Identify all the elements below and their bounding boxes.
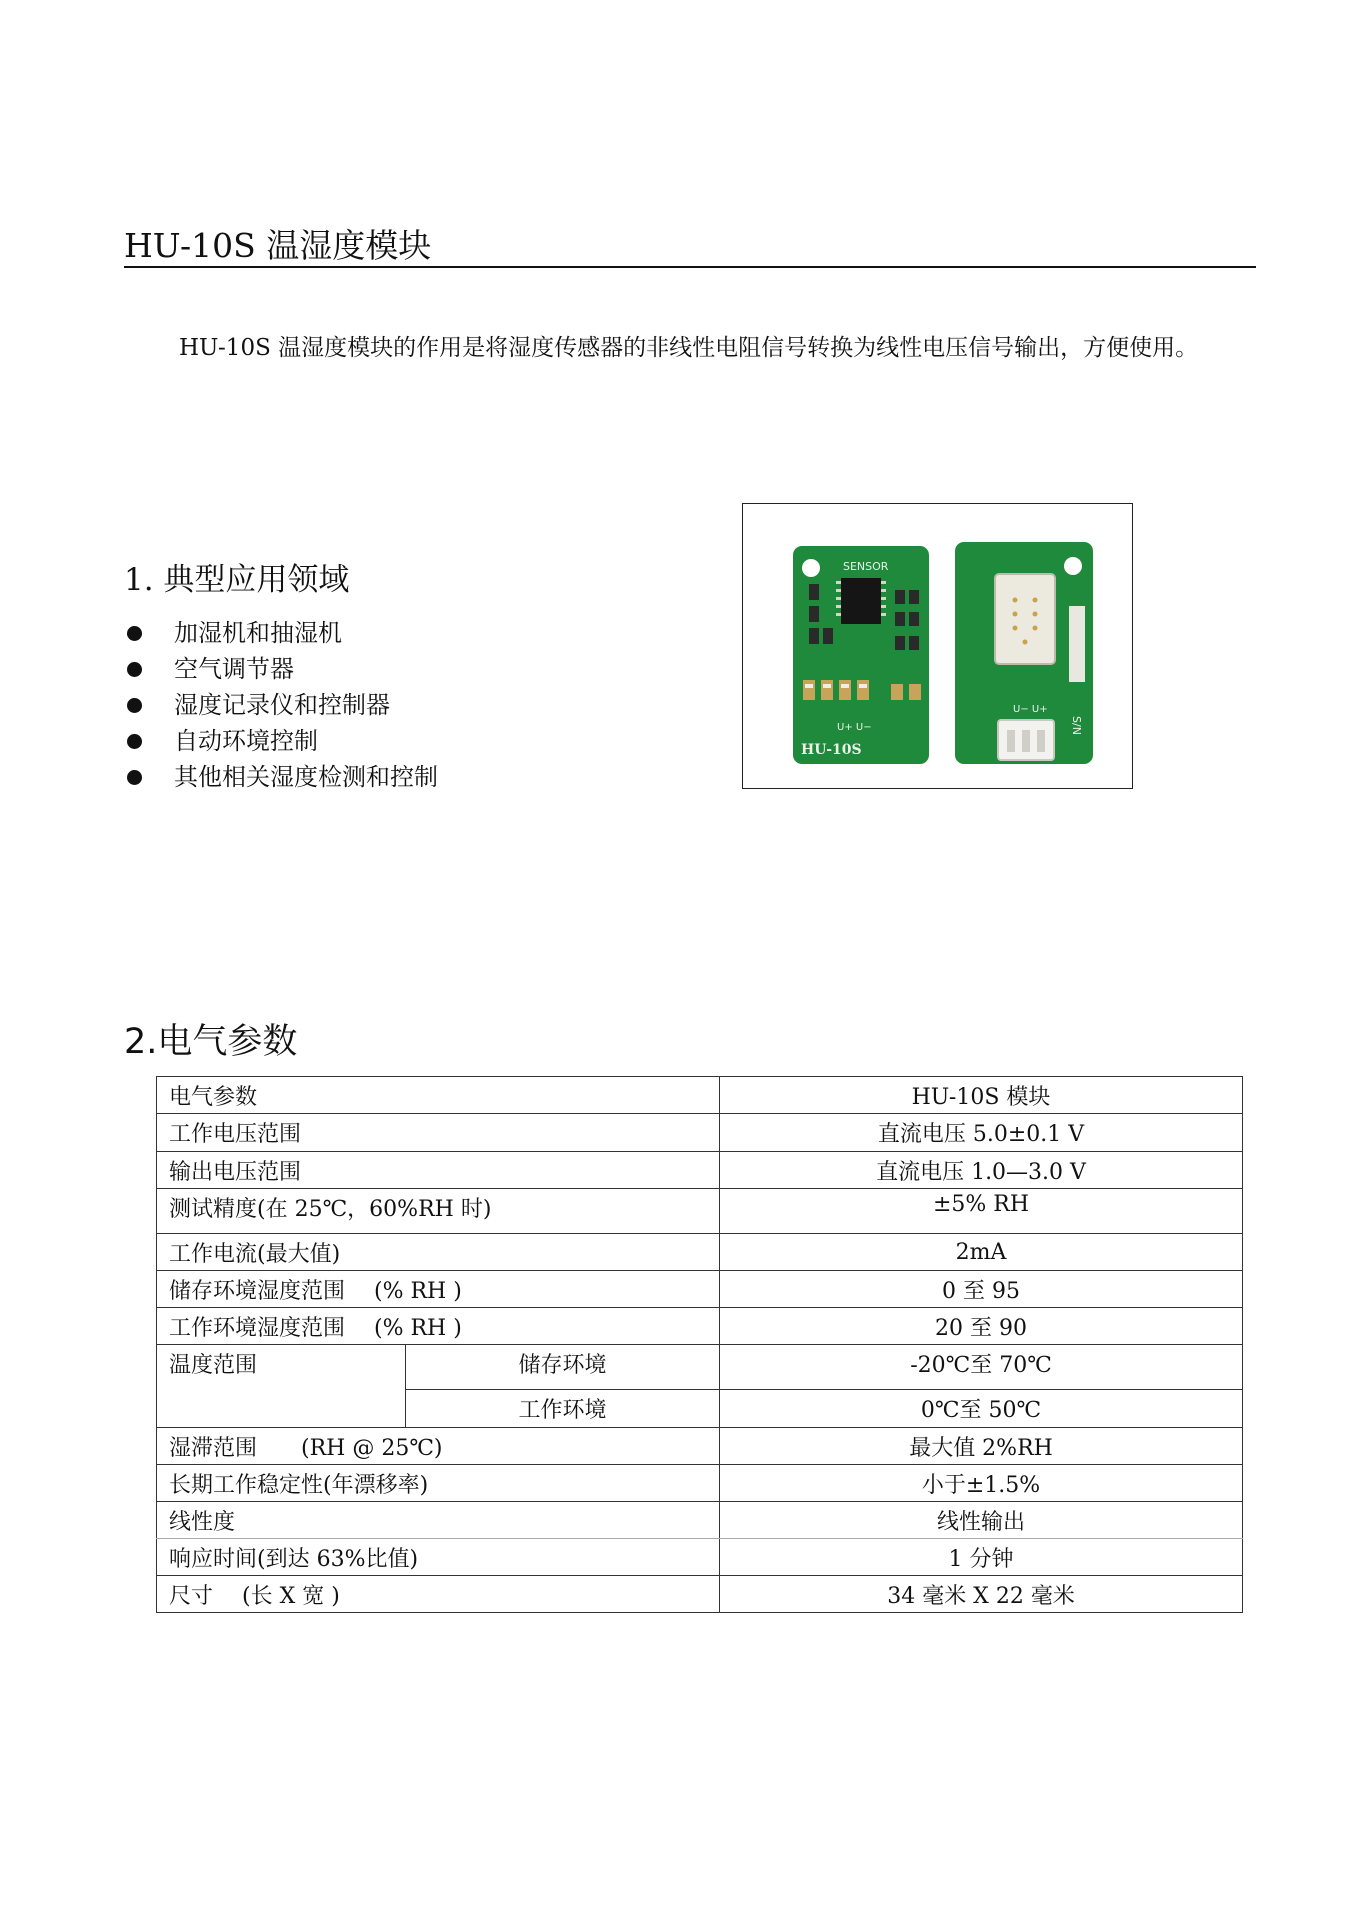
section-2-number: 2. <box>124 1022 158 1062</box>
bullet-icon <box>127 734 142 749</box>
bullet-icon <box>127 662 142 677</box>
list-item-label: 空气调节器 <box>174 655 294 683</box>
header-value-cell: HU-10S 模块 <box>720 1077 1243 1114</box>
table-header-row <box>157 1077 1243 1114</box>
param-cell: 工作环境湿度范围 (% RH ) <box>157 1308 720 1345</box>
model-label: HU-10S <box>801 742 862 758</box>
value-cell: 20 至 90 <box>720 1308 1243 1345</box>
value-cell: 直流电压 1.0—3.0 V <box>720 1152 1243 1189</box>
value-cell: 2mA <box>720 1234 1243 1271</box>
working-env-label: 工作环境 <box>406 1390 720 1428</box>
param-cell: 响应时间(到达 63%比值) <box>157 1539 720 1576</box>
table-row <box>157 1152 1243 1189</box>
bullet-icon <box>127 698 142 713</box>
back-pin-labels: U− U+ <box>1013 704 1048 715</box>
storage-env-label: 储存环境 <box>406 1345 720 1390</box>
section-2-title: 电气参数 <box>157 1022 298 1062</box>
list-item <box>124 759 438 795</box>
application-list <box>124 615 438 795</box>
intro-paragraph: HU-10S 温湿度模块的作用是将湿度传感器的非线性电阻信号转换为线性电压信号输出，方便使用。 <box>179 335 1199 361</box>
table-row <box>157 1465 1243 1502</box>
list-item-label: 其他相关湿度检测和控制 <box>174 763 438 791</box>
table-row <box>157 1189 1243 1234</box>
value-cell: 小于±1.5% <box>720 1465 1243 1502</box>
list-item <box>124 615 438 651</box>
value-cell: 最大值 2%RH <box>720 1428 1243 1465</box>
bullet-icon <box>127 770 142 785</box>
param-cell: 尺寸 (长 X 宽 ) <box>157 1576 720 1613</box>
list-item <box>124 651 438 687</box>
side-label: S/N <box>1070 716 1083 735</box>
param-cell: 测试精度(在 25℃，60%RH 时) <box>157 1189 720 1234</box>
table-row <box>157 1271 1243 1308</box>
param-cell: 储存环境湿度范围 (% RH ) <box>157 1271 720 1308</box>
param-cell: 长期工作稳定性(年漂移率) <box>157 1465 720 1502</box>
page-title: HU-10S 温湿度模块 <box>124 226 432 265</box>
electrical-parameters-table <box>156 1076 1243 1613</box>
storage-env-value: -20℃至 70℃ <box>720 1345 1243 1390</box>
param-cell: 输出电压范围 <box>157 1152 720 1189</box>
table-row <box>157 1345 1243 1390</box>
list-item-label: 湿度记录仪和控制器 <box>174 691 390 719</box>
back-board <box>955 542 1093 764</box>
header-param-cell: 电气参数 <box>157 1077 720 1114</box>
list-item-label: 加湿机和抽湿机 <box>174 619 342 647</box>
value-cell: 直流电压 5.0±0.1 V <box>720 1114 1243 1152</box>
param-cell: 工作电流(最大值) <box>157 1234 720 1271</box>
bullet-icon <box>127 626 142 641</box>
param-cell: 湿滞范围 (RH @ 25℃) <box>157 1428 720 1465</box>
list-item-label: 自动环境控制 <box>174 727 318 755</box>
front-board <box>793 546 929 764</box>
table-row <box>157 1428 1243 1465</box>
table-row <box>157 1576 1243 1613</box>
sensor-label: SENSOR <box>843 560 889 573</box>
param-cell: 线性度 <box>157 1502 720 1539</box>
table-row <box>157 1539 1243 1576</box>
section-2-heading <box>124 1020 297 1064</box>
working-env-value: 0℃至 50℃ <box>720 1390 1243 1428</box>
table-row <box>157 1502 1243 1539</box>
list-item <box>124 687 438 723</box>
value-cell: 34 毫米 X 22 毫米 <box>720 1576 1243 1613</box>
param-cell: 工作电压范围 <box>157 1114 720 1152</box>
table-row <box>157 1234 1243 1271</box>
section-1-heading: 1. 典型应用领域 <box>124 562 350 598</box>
value-cell: 线性输出 <box>720 1502 1243 1539</box>
temperature-range-cell: 温度范围 <box>157 1345 406 1428</box>
table-row <box>157 1308 1243 1345</box>
list-item <box>124 723 438 759</box>
front-pin-labels: U+ U− <box>837 722 872 733</box>
value-cell: ±5% RH <box>720 1189 1243 1234</box>
value-cell: 0 至 95 <box>720 1271 1243 1308</box>
table-row <box>157 1114 1243 1152</box>
module-boards-illustration <box>743 504 1131 787</box>
value-cell: 1 分钟 <box>720 1539 1243 1576</box>
product-photo <box>742 503 1133 789</box>
title-underline <box>124 266 1256 268</box>
